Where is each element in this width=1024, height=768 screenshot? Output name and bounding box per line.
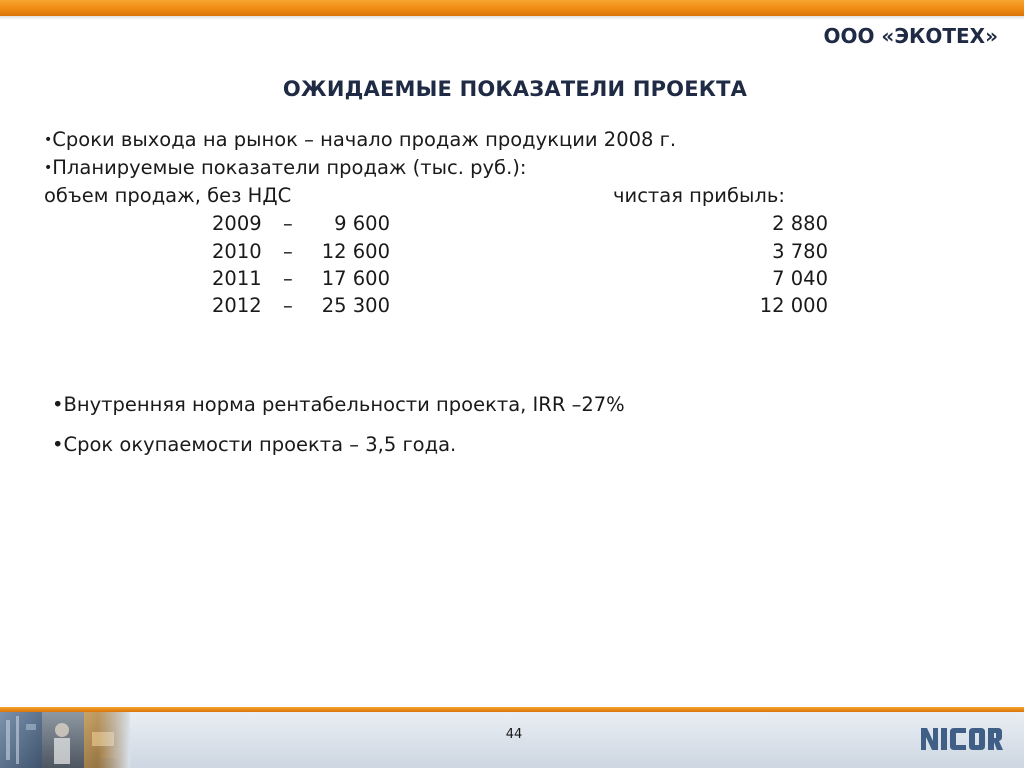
company-name: ООО «ЭКОТЕХ» — [823, 24, 998, 48]
nicor-logo-icon — [918, 724, 1004, 754]
year-cell: 2011 — [212, 267, 262, 290]
profit-cell: 12 000 — [759, 294, 828, 317]
sales-cell: 9 600 — [334, 212, 390, 235]
table-row — [0, 212, 900, 236]
table-row — [0, 240, 900, 264]
table-row — [0, 267, 900, 291]
profit-cell: 3 780 — [772, 240, 828, 263]
dash-cell: – — [283, 294, 293, 317]
year-cell: 2009 — [212, 212, 262, 235]
sales-cell: 12 600 — [321, 240, 390, 263]
year-cell: 2010 — [212, 240, 262, 263]
dash-cell: – — [283, 267, 293, 290]
sales-cell: 25 300 — [321, 294, 390, 317]
top-bar-shadow — [0, 16, 1024, 20]
net-profit-heading: чистая прибыль: — [613, 184, 785, 207]
slide-title: ОЖИДАЕМЫЕ ПОКАЗАТЕЛИ ПРОЕКТА — [282, 77, 748, 101]
dash-cell: – — [283, 212, 293, 235]
year-cell: 2012 — [212, 294, 262, 317]
bullet-market-entry-text: Сроки выхода на рынок – начало продаж продукции 2008 г. — [52, 128, 677, 151]
sales-volume-heading: объем продаж, без НДС — [44, 184, 292, 207]
bullet-planned-sales — [44, 156, 526, 180]
irr-metric: •Внутренняя норма рентабельности проекта, IRR –27% — [52, 393, 625, 416]
table-row — [0, 294, 900, 318]
bullet-dot-icon: • — [44, 132, 53, 148]
bullet-market-entry — [44, 128, 676, 152]
page-number: 44 — [505, 727, 523, 742]
dash-cell: – — [283, 240, 293, 263]
bullet-planned-sales-text: Планируемые показатели продаж (тыс. руб.): — [52, 156, 527, 179]
payback-metric: •Срок окупаемости проекта – 3,5 года. — [52, 433, 457, 456]
profit-cell: 7 040 — [772, 267, 828, 290]
bullet-dot-icon: • — [44, 160, 53, 176]
top-accent-bar — [0, 0, 1024, 16]
sales-cell: 17 600 — [321, 267, 390, 290]
profit-cell: 2 880 — [772, 212, 828, 235]
